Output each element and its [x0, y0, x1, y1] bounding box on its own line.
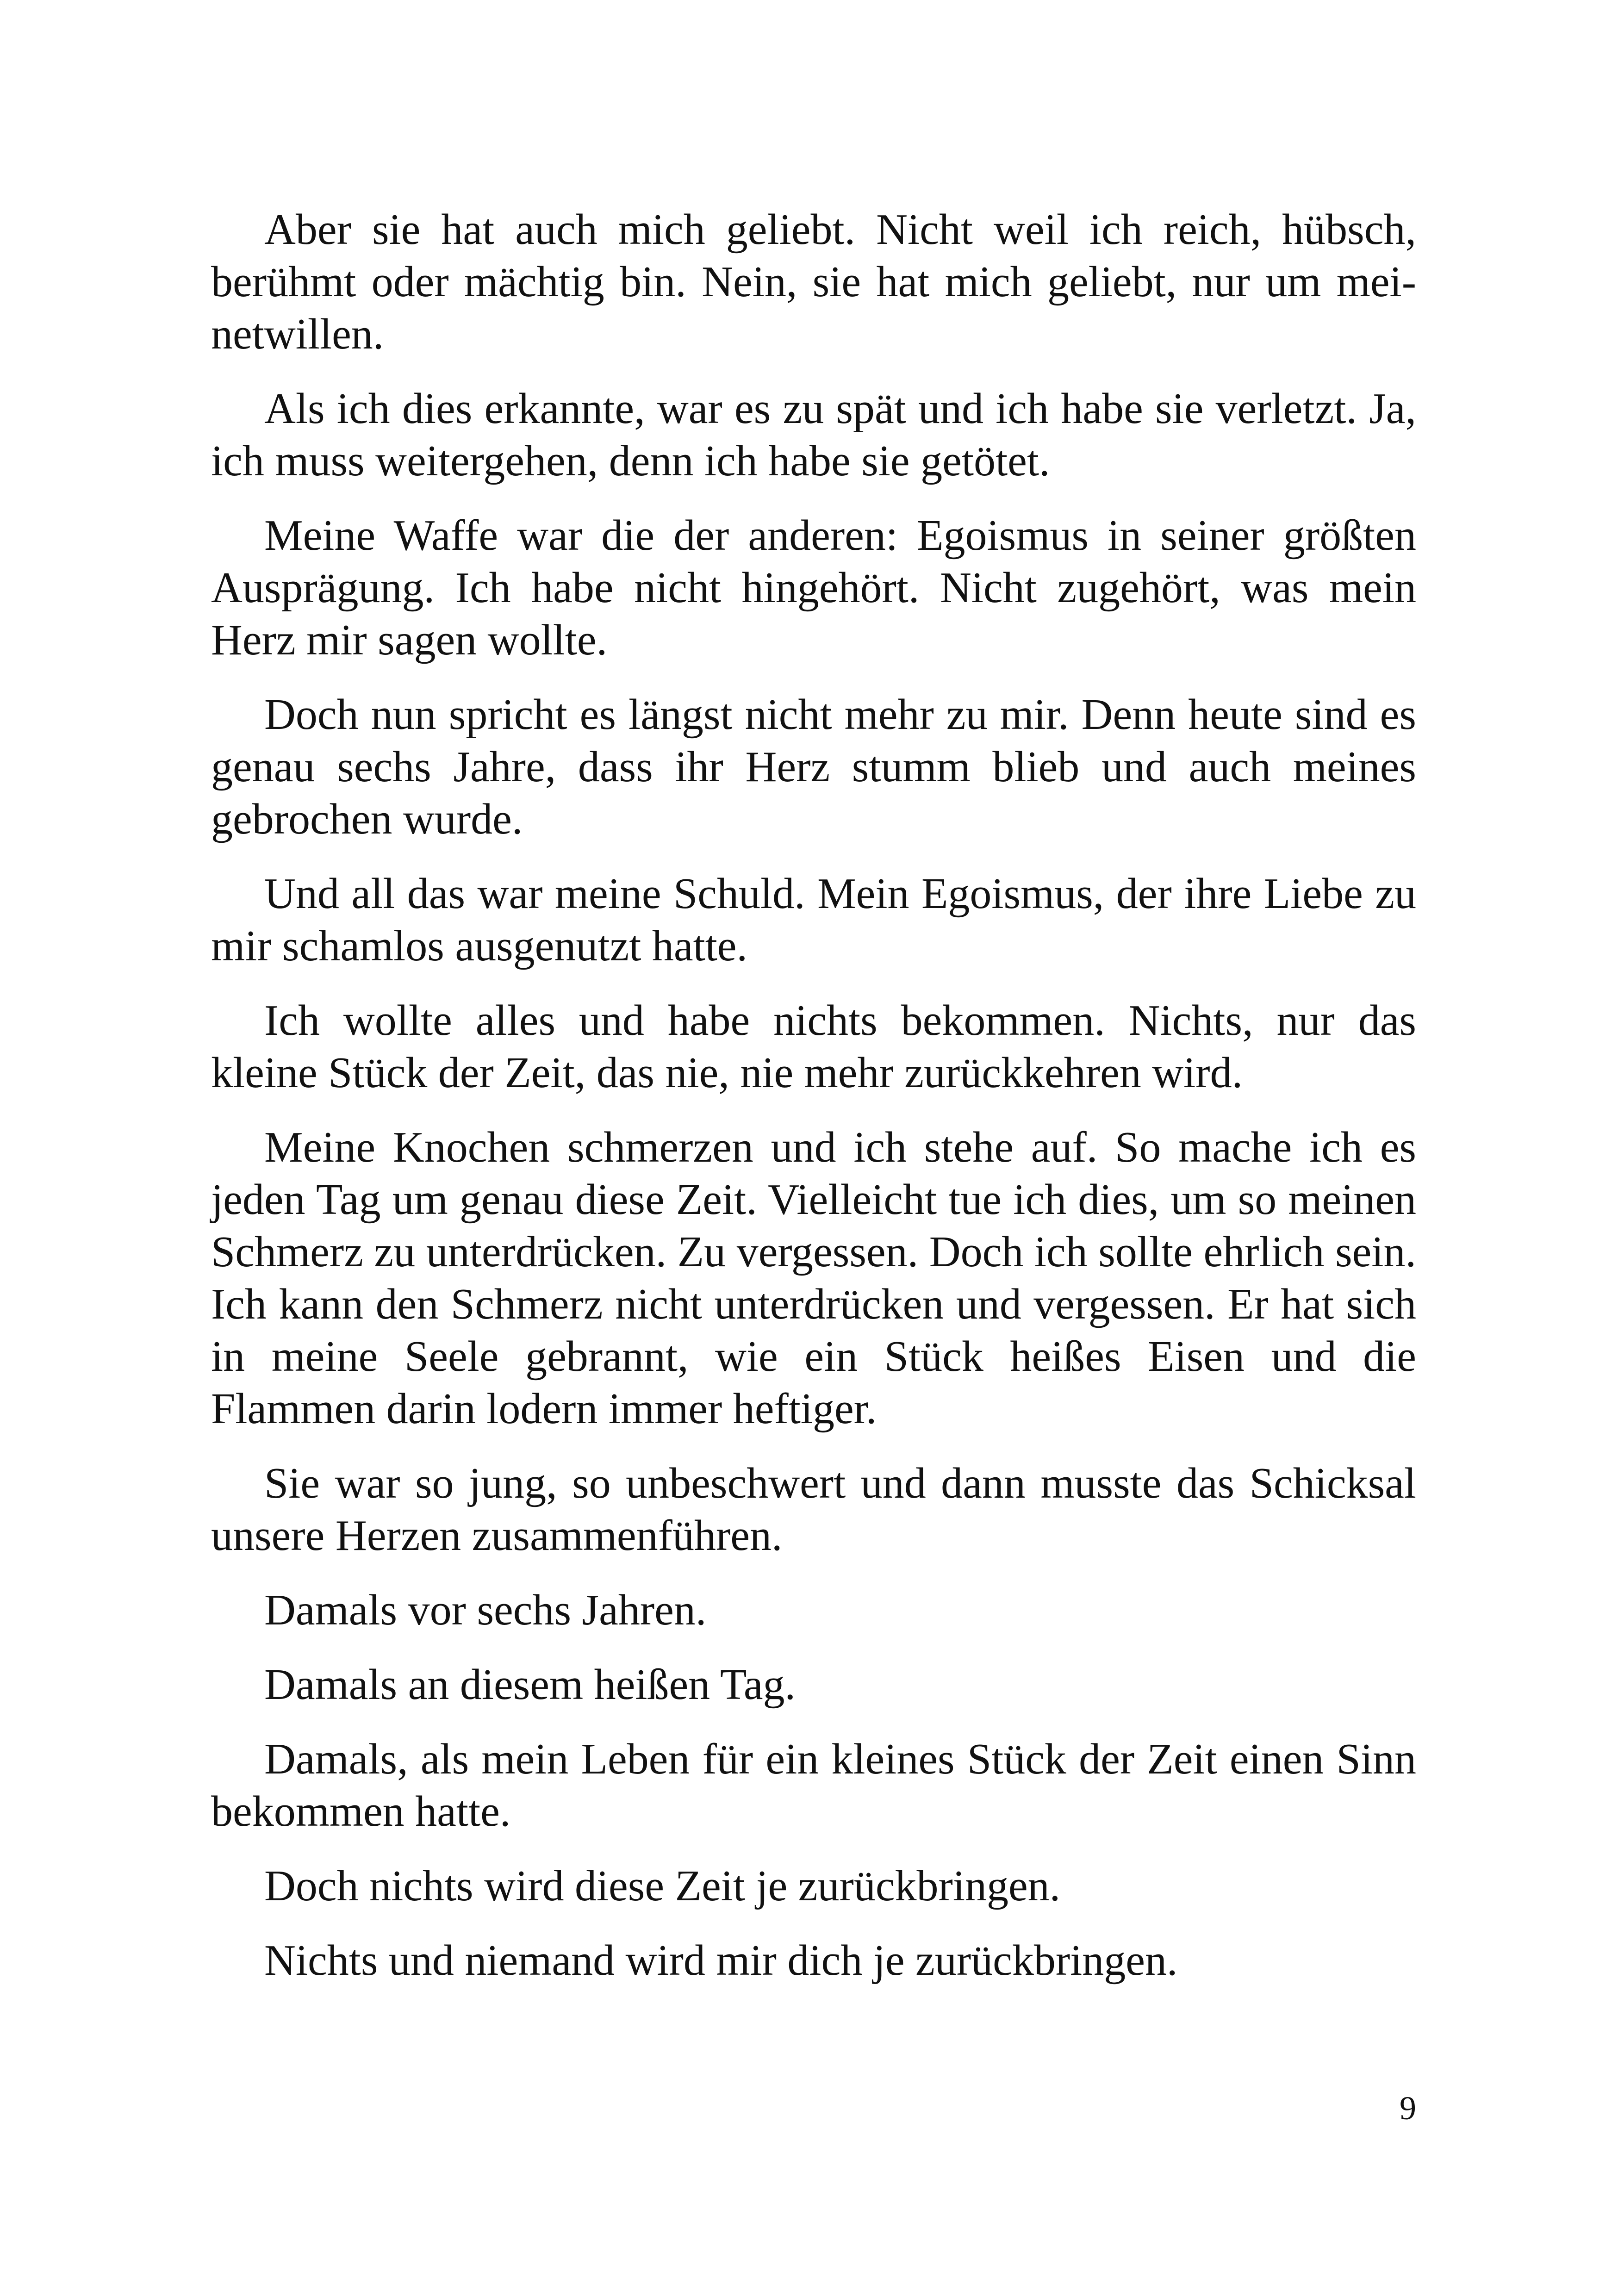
paragraph: Meine Waffe war die der anderen: Egoismus in seiner größten Ausprägung. Ich habe nicht hingehört. Nicht zugehört, was mein Herz mir sagen wollte.: [211, 511, 1416, 664]
paragraph: Damals, als mein Leben für ein kleines Stück der Zeit einen Sinn bekommen hatte.: [211, 1735, 1416, 1836]
paragraph: Damals vor sechs Jahren.: [264, 1586, 707, 1634]
paragraph: Ich wollte alles und habe nichts bekommen. Nichts, nur das kleine Stück der Zeit, das nie, nie mehr zurückkehren wird.: [211, 996, 1416, 1097]
paragraph: Sie war so jung, so unbeschwert und dann musste das Schicksal unsere Herzen zusammenführen.: [211, 1459, 1416, 1560]
paragraph: Als ich dies erkannte, war es zu spät und ich habe sie verletzt. Ja, ich muss weitergehen, denn ich habe sie getötet.: [211, 385, 1416, 485]
paragraph: Und all das war meine Schuld. Mein Egoismus, der ihre Liebe zu mir schamlos ausgenutzt hatte.: [211, 870, 1416, 970]
paragraph: Damals an diesem heißen Tag.: [264, 1661, 796, 1709]
paragraph: Doch nichts wird diese Zeit je zurückbringen.: [264, 1862, 1061, 1910]
paragraph: Meine Knochen schmerzen und ich stehe auf. So mache ich es jeden Tag um genau diese Zeit. Vielleicht tue ich dies, um so meinen Schmerz zu unterdrücken. Zu vergessen. Doch ich sollte ehrlich sein. Ich kann den Schmerz nicht unterdrücken und vergessen. Er hat sich in meine Seele gebrannt, wie ein Stück heißes Eisen und die Flammen darin lodern immer heftiger.: [211, 1123, 1416, 1433]
paragraph: Nichts und niemand wird mir dich je zurückbringen.: [264, 1936, 1178, 1985]
paragraph: Aber sie hat auch mich geliebt. Nicht weil ich reich, hübsch, berühmt oder mächtig bin. Nein, sie hat mich geliebt, nur um meinetwillen.: [211, 205, 1416, 358]
paragraph: Doch nun spricht es längst nicht mehr zu mir. Denn heute sind es genau sechs Jahre, dass ihr Herz stumm blieb und auch meines gebrochen wurde.: [211, 691, 1416, 843]
body-text: [211, 204, 1416, 2009]
page-number: 9: [1400, 2090, 1416, 2127]
